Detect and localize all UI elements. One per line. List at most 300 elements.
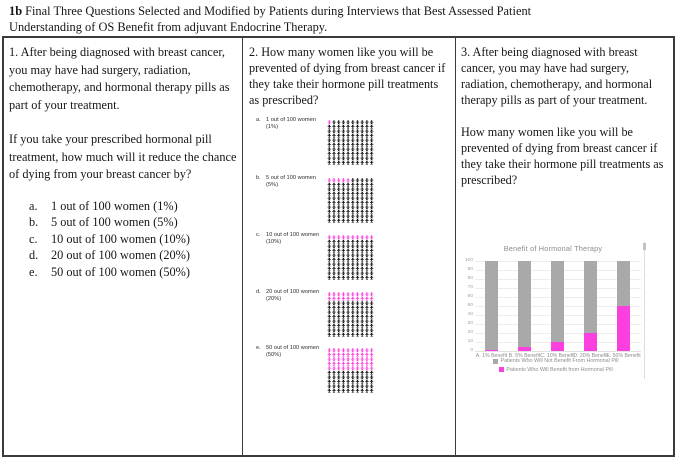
- person-icon: [356, 389, 359, 393]
- person-icon: [370, 333, 373, 337]
- person-icon: [342, 240, 345, 244]
- person-icon: [337, 324, 340, 328]
- question-2-prompt: 2. How many women like you will be prevented of dying from breast cancer if they take their hormone pill treatments as prescribed?: [249, 45, 446, 107]
- person-icon: [351, 380, 354, 384]
- person-icon: [351, 192, 354, 196]
- person-icon: [356, 138, 359, 142]
- person-icon: [351, 328, 354, 332]
- bar-segment-gray: [485, 261, 498, 350]
- person-icon: [365, 147, 368, 151]
- person-icon: [365, 348, 368, 352]
- person-icon: [337, 357, 340, 361]
- person-icon: [333, 253, 336, 257]
- person-icon: [337, 292, 340, 296]
- icon-array-section: [243, 175, 455, 227]
- person-icon: [333, 371, 336, 375]
- person-icon: [347, 192, 350, 196]
- person-icon: [356, 210, 359, 214]
- person-icon: [361, 389, 364, 393]
- person-icon: [328, 210, 331, 214]
- person-icon: [370, 271, 373, 275]
- person-icon: [356, 147, 359, 151]
- person-icon: [328, 120, 331, 124]
- person-icon: [347, 244, 350, 248]
- person-icon: [342, 301, 345, 305]
- person-icon: [361, 371, 364, 375]
- person-icon: [370, 240, 373, 244]
- person-icon: [337, 178, 340, 182]
- person-icon: [370, 161, 373, 165]
- icon-array-text: 50 out of 100 women: [266, 345, 320, 351]
- legend-label: Patients Who Will Not Benefit From Hormonal Pill: [500, 358, 619, 364]
- person-icon: [356, 249, 359, 253]
- icon-array-letter: d.: [256, 289, 261, 295]
- person-icon: [370, 187, 373, 191]
- person-icon: [337, 362, 340, 366]
- person-icon: [365, 120, 368, 124]
- person-icon: [356, 196, 359, 200]
- person-icon: [337, 219, 340, 223]
- person-icon: [351, 253, 354, 257]
- person-icon: [342, 262, 345, 266]
- person-icon: [365, 125, 368, 129]
- person-icon: [337, 210, 340, 214]
- person-icon: [365, 187, 368, 191]
- person-icon: [365, 235, 368, 239]
- person-icon: [351, 205, 354, 209]
- person-icon: [365, 276, 368, 280]
- y-tick-label: 90: [467, 267, 473, 273]
- person-icon: [328, 366, 331, 370]
- person-icon: [361, 348, 364, 352]
- person-icon: [347, 143, 350, 147]
- person-icon: [365, 183, 368, 187]
- person-icon: [342, 371, 345, 375]
- person-icon: [361, 235, 364, 239]
- answer-option-letter: b.: [29, 215, 39, 230]
- person-icon: [333, 328, 336, 332]
- person-icon: [351, 134, 354, 138]
- y-tick-label: 60: [467, 294, 473, 300]
- person-icon: [361, 196, 364, 200]
- person-icon: [351, 366, 354, 370]
- person-icon: [347, 353, 350, 357]
- question-1-prompt: If you take your prescribed hormonal pill treatment, how much will it reduce the chance of dying from your breast cancer by?: [9, 132, 237, 181]
- person-icon: [361, 138, 364, 142]
- legend-swatch: [499, 367, 504, 372]
- person-icon: [361, 276, 364, 280]
- person-icon: [333, 147, 336, 151]
- person-icon: [347, 271, 350, 275]
- person-icon: [333, 196, 336, 200]
- person-icon: [351, 301, 354, 305]
- person-icon: [347, 196, 350, 200]
- person-icon: [361, 152, 364, 156]
- person-icon: [347, 187, 350, 191]
- person-icon: [337, 134, 340, 138]
- person-icon: [347, 276, 350, 280]
- person-icon: [342, 271, 345, 275]
- person-icon: [337, 253, 340, 257]
- x-category-label: B. 5% Benefit: [508, 353, 541, 359]
- person-icon: [342, 267, 345, 271]
- bar-segment-gray: [617, 261, 630, 306]
- person-icon: [337, 152, 340, 156]
- person-icon: [333, 306, 336, 310]
- answer-option: [29, 247, 238, 264]
- icon-array-text: 10 out of 100 women: [266, 232, 320, 238]
- person-icon: [361, 324, 364, 328]
- bar-segment-pink: [584, 333, 597, 351]
- person-icon: [351, 235, 354, 239]
- person-icon: [333, 389, 336, 393]
- person-icon: [333, 271, 336, 275]
- person-icon: [356, 371, 359, 375]
- person-icon: [365, 362, 368, 366]
- person-icon: [342, 375, 345, 379]
- person-icon: [347, 120, 350, 124]
- person-icon: [370, 310, 373, 314]
- person-icon: [342, 362, 345, 366]
- person-icon: [342, 183, 345, 187]
- person-icon: [351, 219, 354, 223]
- person-icon: [328, 205, 331, 209]
- person-icon: [342, 253, 345, 257]
- person-icon: [337, 244, 340, 248]
- person-icon: [361, 125, 364, 129]
- person-icon: [342, 328, 345, 332]
- person-icon: [361, 120, 364, 124]
- chart-scrollbar-thumb: [643, 243, 646, 250]
- person-icon: [333, 267, 336, 271]
- icon-array-grid: [327, 120, 374, 165]
- person-icon: [347, 134, 350, 138]
- person-icon: [347, 297, 350, 301]
- bar-segment-pink: [485, 350, 498, 351]
- icon-array-letter: c.: [256, 232, 261, 238]
- person-icon: [328, 297, 331, 301]
- person-icon: [356, 276, 359, 280]
- person-icon: [356, 205, 359, 209]
- person-icon: [370, 201, 373, 205]
- person-icon: [365, 315, 368, 319]
- person-icon: [356, 156, 359, 160]
- person-icon: [361, 244, 364, 248]
- icon-array-percent: (10%): [266, 239, 282, 245]
- person-icon: [370, 205, 373, 209]
- person-icon: [351, 271, 354, 275]
- chart-gridline: [475, 351, 641, 352]
- person-icon: [337, 371, 340, 375]
- benefit-bar-chart: [460, 240, 655, 386]
- question-3-cell: [456, 38, 673, 455]
- person-icon: [351, 292, 354, 296]
- person-icon: [356, 240, 359, 244]
- person-icon: [333, 205, 336, 209]
- person-icon: [351, 249, 354, 253]
- person-icon: [365, 161, 368, 165]
- person-icon: [333, 375, 336, 379]
- person-icon: [333, 235, 336, 239]
- person-icon: [365, 297, 368, 301]
- person-icon: [351, 276, 354, 280]
- answer-option-letter: c.: [29, 231, 38, 246]
- person-icon: [347, 357, 350, 361]
- y-tick-label: 20: [467, 330, 473, 336]
- person-icon: [337, 315, 340, 319]
- person-icon: [370, 214, 373, 218]
- person-icon: [361, 353, 364, 357]
- person-icon: [333, 333, 336, 337]
- person-icon: [370, 125, 373, 129]
- bar-segment-gray: [584, 261, 597, 333]
- person-icon: [342, 134, 345, 138]
- person-icon: [356, 262, 359, 266]
- person-icon: [356, 301, 359, 305]
- person-icon: [356, 235, 359, 239]
- person-icon: [347, 389, 350, 393]
- person-icon: [370, 384, 373, 388]
- icon-array-letter: e.: [256, 345, 261, 351]
- person-icon: [333, 156, 336, 160]
- person-icon: [347, 152, 350, 156]
- answer-option: [29, 214, 238, 231]
- person-icon: [342, 366, 345, 370]
- person-icon: [356, 258, 359, 262]
- person-icon: [328, 262, 331, 266]
- person-icon: [333, 324, 336, 328]
- person-icon: [370, 143, 373, 147]
- person-icon: [365, 328, 368, 332]
- figure-caption-text: Final Three Questions Selected and Modified by Patients during Interviews that Best Assessed Patient Understanding of OS Benefit from adjuvant Endocrine Therapy.: [9, 4, 532, 34]
- person-icon: [347, 315, 350, 319]
- person-icon: [365, 371, 368, 375]
- person-icon: [333, 192, 336, 196]
- person-icon: [328, 178, 331, 182]
- person-icon: [342, 192, 345, 196]
- person-icon: [337, 187, 340, 191]
- person-icon: [351, 147, 354, 151]
- answer-option-text: 5 out of 100 women (5%): [51, 215, 178, 230]
- person-icon: [361, 333, 364, 337]
- figure-label: 1b: [9, 4, 23, 18]
- person-icon: [347, 324, 350, 328]
- person-icon: [342, 333, 345, 337]
- person-icon: [333, 310, 336, 314]
- person-icon: [370, 315, 373, 319]
- person-icon: [370, 235, 373, 239]
- person-icon: [328, 353, 331, 357]
- person-icon: [365, 306, 368, 310]
- person-icon: [342, 276, 345, 280]
- person-icon: [337, 125, 340, 129]
- person-icon: [361, 267, 364, 271]
- person-icon: [361, 183, 364, 187]
- person-icon: [370, 276, 373, 280]
- person-icon: [365, 301, 368, 305]
- person-icon: [356, 219, 359, 223]
- y-tick-label: 0: [470, 348, 473, 354]
- person-icon: [337, 183, 340, 187]
- person-icon: [342, 201, 345, 205]
- person-icon: [365, 192, 368, 196]
- person-icon: [342, 310, 345, 314]
- person-icon: [342, 143, 345, 147]
- person-icon: [328, 328, 331, 332]
- person-icon: [361, 161, 364, 165]
- person-icon: [347, 178, 350, 182]
- person-icon: [342, 125, 345, 129]
- chart-scrollbar-track: [644, 242, 645, 379]
- person-icon: [337, 267, 340, 271]
- person-icon: [351, 324, 354, 328]
- person-icon: [328, 192, 331, 196]
- person-icon: [351, 210, 354, 214]
- person-icon: [361, 253, 364, 257]
- person-icon: [365, 196, 368, 200]
- person-icon: [333, 214, 336, 218]
- person-icon: [361, 258, 364, 262]
- person-icon: [365, 143, 368, 147]
- person-icon: [333, 315, 336, 319]
- person-icon: [365, 219, 368, 223]
- person-icon: [361, 249, 364, 253]
- person-icon: [333, 120, 336, 124]
- person-icon: [337, 196, 340, 200]
- person-icon: [370, 292, 373, 296]
- icon-array-grid: [327, 348, 374, 393]
- icon-array-label: [256, 289, 328, 303]
- person-icon: [356, 183, 359, 187]
- question-3-intro: 3. After being diagnosed with breast cancer, you may have had surgery, radiation, chemotherapy, and hormonal therapy pills as part of your treatment.: [461, 45, 653, 107]
- person-icon: [342, 315, 345, 319]
- answer-option-text: 50 out of 100 women (50%): [51, 264, 191, 279]
- person-icon: [356, 271, 359, 275]
- person-icon: [342, 156, 345, 160]
- person-icon: [356, 328, 359, 332]
- icon-array-letter: b.: [256, 175, 261, 181]
- person-icon: [342, 129, 345, 133]
- person-icon: [342, 353, 345, 357]
- icon-array-grid: [327, 235, 374, 280]
- person-icon: [356, 362, 359, 366]
- person-icon: [356, 267, 359, 271]
- person-icon: [347, 301, 350, 305]
- person-icon: [347, 333, 350, 337]
- person-icon: [351, 161, 354, 165]
- person-icon: [356, 357, 359, 361]
- person-icon: [361, 187, 364, 191]
- person-icon: [370, 134, 373, 138]
- person-icon: [365, 152, 368, 156]
- person-icon: [328, 240, 331, 244]
- person-icon: [365, 253, 368, 257]
- icon-array-letter: a.: [256, 117, 261, 123]
- person-icon: [356, 244, 359, 248]
- person-icon: [328, 152, 331, 156]
- person-icon: [328, 315, 331, 319]
- question-1-intro: 1. After being diagnosed with breast cancer, you may have had surgery, radiation, chemotherapy, and hormonal therapy pills as part of your treatment.: [9, 45, 230, 112]
- person-icon: [342, 161, 345, 165]
- person-icon: [342, 292, 345, 296]
- person-icon: [365, 201, 368, 205]
- icon-array-text: 1 out of 100 women: [266, 117, 316, 123]
- person-icon: [351, 138, 354, 142]
- person-icon: [370, 306, 373, 310]
- person-icon: [333, 219, 336, 223]
- person-icon: [328, 271, 331, 275]
- person-icon: [328, 324, 331, 328]
- person-icon: [333, 249, 336, 253]
- bar-segment-pink: [617, 306, 630, 351]
- person-icon: [370, 262, 373, 266]
- person-icon: [337, 235, 340, 239]
- person-icon: [356, 187, 359, 191]
- person-icon: [351, 120, 354, 124]
- person-icon: [351, 389, 354, 393]
- person-icon: [361, 319, 364, 323]
- y-tick-label: 50: [467, 303, 473, 309]
- person-icon: [356, 161, 359, 165]
- person-icon: [361, 297, 364, 301]
- person-icon: [337, 192, 340, 196]
- person-icon: [361, 357, 364, 361]
- person-icon: [361, 210, 364, 214]
- person-icon: [347, 205, 350, 209]
- icon-array-label: [256, 345, 328, 359]
- person-icon: [361, 271, 364, 275]
- person-icon: [361, 292, 364, 296]
- person-icon: [370, 129, 373, 133]
- person-icon: [337, 120, 340, 124]
- person-icon: [370, 375, 373, 379]
- person-icon: [365, 375, 368, 379]
- legend-swatch: [493, 359, 498, 364]
- icon-array-percent: (5%): [266, 182, 279, 188]
- person-icon: [328, 235, 331, 239]
- person-icon: [365, 258, 368, 262]
- person-icon: [328, 138, 331, 142]
- person-icon: [370, 328, 373, 332]
- person-icon: [370, 183, 373, 187]
- person-icon: [328, 258, 331, 262]
- person-icon: [328, 267, 331, 271]
- x-category-label: E. 50% Benefit: [606, 353, 641, 359]
- person-icon: [351, 187, 354, 191]
- person-icon: [356, 375, 359, 379]
- person-icon: [347, 161, 350, 165]
- person-icon: [351, 143, 354, 147]
- person-icon: [356, 315, 359, 319]
- person-icon: [328, 333, 331, 337]
- person-icon: [351, 201, 354, 205]
- person-icon: [347, 371, 350, 375]
- icon-array-grid: [327, 292, 374, 337]
- y-tick-label: 80: [467, 276, 473, 282]
- person-icon: [356, 120, 359, 124]
- person-icon: [365, 384, 368, 388]
- person-icon: [342, 389, 345, 393]
- person-icon: [356, 333, 359, 337]
- question-1-cell: [4, 38, 243, 455]
- person-icon: [361, 306, 364, 310]
- person-icon: [370, 258, 373, 262]
- person-icon: [347, 201, 350, 205]
- person-icon: [361, 262, 364, 266]
- person-icon: [347, 147, 350, 151]
- person-icon: [370, 324, 373, 328]
- person-icon: [370, 297, 373, 301]
